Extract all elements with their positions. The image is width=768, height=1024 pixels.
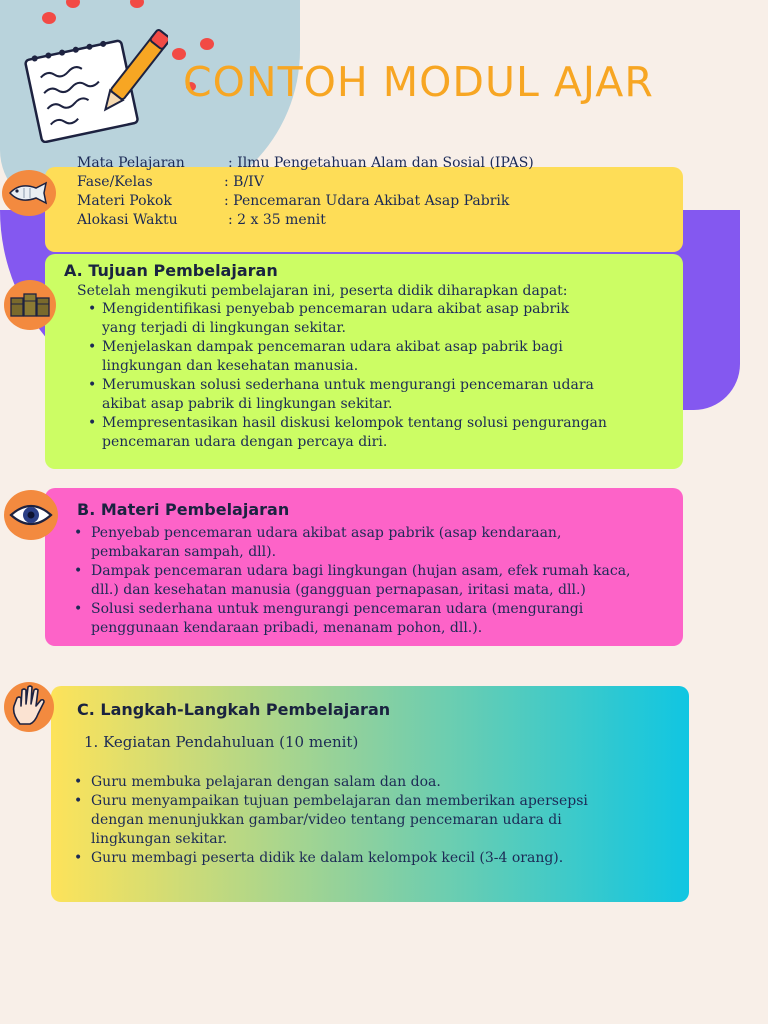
section-b-heading: B. Materi Pembelajaran: [77, 500, 290, 519]
section-a-list: [102, 300, 607, 452]
info-label: Materi Pokok: [77, 193, 172, 209]
section-b-list: [91, 524, 631, 638]
section-a-intro: Setelah mengikuti pembelajaran ini, peserta didik diharapkan dapat:: [77, 283, 568, 299]
info-label: Fase/Kelas: [77, 174, 153, 190]
decorative-dot: [200, 38, 214, 50]
info-value: : B/IV: [224, 174, 264, 190]
info-label: Alokasi Waktu: [77, 212, 178, 228]
list-item: • Menjelaskan dampak pencemaran udara akibat asap pabrik bagi lingkungan dan kesehatan manusia.: [102, 338, 607, 376]
hand-icon: [8, 684, 50, 728]
section-c-subheading: 1. Kegiatan Pendahuluan (10 menit): [84, 733, 359, 751]
info-value: : Pencemaran Udara Akibat Asap Pabrik: [224, 193, 510, 209]
section-c-list: [91, 773, 588, 868]
list-item: • Dampak pencemaran udara bagi lingkungan (hujan asam, efek rumah kaca, dll.) dan kesehatan manusia (gangguan pernapasan, iritasi mata, dll.): [91, 562, 631, 600]
fish-icon: [6, 180, 52, 206]
section-c-heading: C. Langkah-Langkah Pembelajaran: [77, 700, 391, 719]
list-item: • Mempresentasikan hasil diskusi kelompok tentang solusi pengurangan pencemaran udara dengan percaya diri.: [102, 414, 607, 452]
list-item: • Guru membuka pelajaran dengan salam dan doa.: [91, 773, 588, 792]
list-item: • Mengidentifikasi penyebab pencemaran udara akibat asap pabrik yang terjadi di lingkungan sekitar.: [102, 300, 607, 338]
page-title: CONTOH MODUL AJAR: [183, 58, 654, 106]
info-label: Mata Pelajaran: [77, 155, 185, 171]
list-item: • Merumuskan solusi sederhana untuk mengurangi pencemaran udara akibat asap pabrik di lingkungan sekitar.: [102, 376, 607, 414]
books-icon: [8, 292, 52, 318]
eye-icon: [8, 500, 54, 530]
section-a-heading: A. Tujuan Pembelajaran: [64, 261, 278, 280]
notepad-pen-icon: [18, 18, 168, 143]
info-value: : 2 x 35 menit: [228, 212, 326, 228]
list-item: • Guru menyampaikan tujuan pembelajaran dan memberikan apersepsi dengan menunjukkan gambar/video tentang pencemaran udara di lingkungan sekitar.: [91, 792, 588, 849]
info-value: : Ilmu Pengetahuan Alam dan Sosial (IPAS): [228, 155, 534, 171]
list-item: • Penyebab pencemaran udara akibat asap pabrik (asap kendaraan, pembakaran sampah, dll).: [91, 524, 631, 562]
list-item: • Solusi sederhana untuk mengurangi pencemaran udara (mengurangi penggunaan kendaraan pribadi, menanam pohon, dll.).: [91, 600, 631, 638]
list-item: • Guru membagi peserta didik ke dalam kelompok kecil (3-4 orang).: [91, 849, 588, 868]
